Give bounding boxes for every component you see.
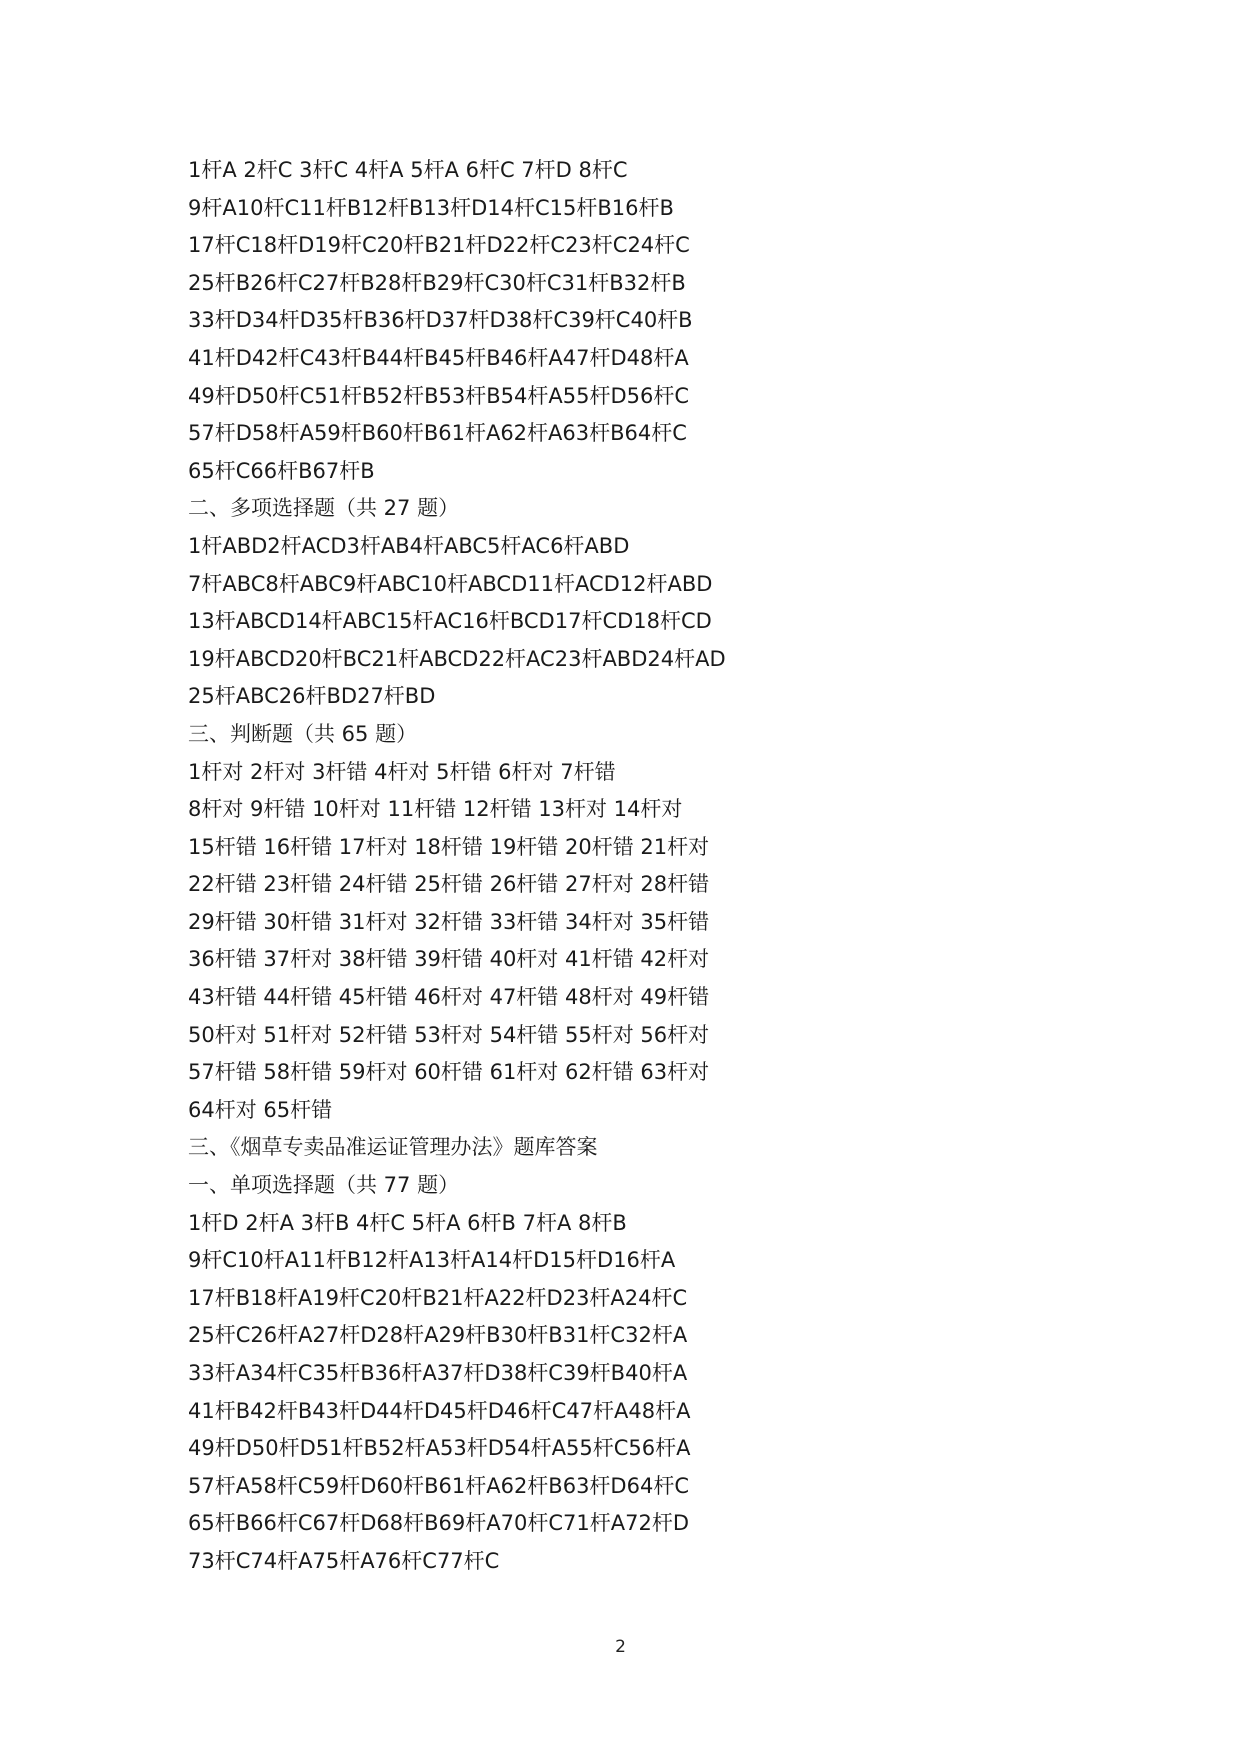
answer-line: 49杆D50杆D51杆B52杆A53杆D54杆A55杆C56杆A: [188, 1436, 691, 1461]
answer-line: 73杆C74杆A75杆A76杆C77杆C: [188, 1548, 500, 1573]
answer-line: 1杆ABD2杆ACD3杆AB4杆ABC5杆AC6杆ABD: [188, 533, 630, 558]
answer-line: 1杆对 2杆对 3杆错 4杆对 5杆错 6杆对 7杆错: [188, 759, 616, 784]
section-heading-permit-answers: 三、《烟草专卖品准运证管理办法》题库答案: [188, 1135, 598, 1160]
answer-line: 36杆错 37杆对 38杆错 39杆错 40杆对 41杆错 42杆对: [188, 947, 710, 972]
answer-line: 1杆A 2杆C 3杆C 4杆A 5杆A 6杆C 7杆D 8杆C: [188, 158, 628, 182]
answer-line: 57杆A58杆C59杆D60杆B61杆A62杆B63杆D64杆C: [188, 1473, 689, 1498]
answer-line: 65杆C66杆B67杆B: [188, 458, 375, 483]
section-heading-multiple-choice: 二、多项选择题（共 27 题）: [188, 496, 460, 521]
answer-line: 8杆对 9杆错 10杆对 11杆错 12杆错 13杆对 14杆对: [188, 797, 683, 822]
answer-line: 65杆B66杆C67杆D68杆B69杆A70杆C71杆A72杆D: [188, 1511, 689, 1536]
answer-line: 9杆C10杆A11杆B12杆A13杆A14杆D15杆D16杆A: [188, 1248, 676, 1273]
answer-line: 25杆ABC26杆BD27杆BD: [188, 684, 436, 709]
answer-line: 17杆C18杆D19杆C20杆B21杆D22杆C23杆C24杆C: [188, 233, 690, 258]
answer-line: 1杆D 2杆A 3杆B 4杆C 5杆A 6杆B 7杆A 8杆B: [188, 1210, 627, 1235]
answer-line: 43杆错 44杆错 45杆错 46杆对 47杆错 48杆对 49杆错: [188, 985, 710, 1010]
answer-line: 57杆D58杆A59杆B60杆B61杆A62杆A63杆B64杆C: [188, 421, 687, 446]
answer-line: 25杆C26杆A27杆D28杆A29杆B30杆B31杆C32杆A: [188, 1323, 688, 1348]
answer-line: 64杆对 65杆错: [188, 1097, 333, 1122]
answer-line: 9杆A10杆C11杆B12杆B13杆D14杆C15杆B16杆B: [188, 195, 674, 220]
answer-line: 25杆B26杆C27杆B28杆B29杆C30杆C31杆B32杆B: [188, 270, 686, 295]
answer-line: 29杆错 30杆错 31杆对 32杆错 33杆错 34杆对 35杆错: [188, 909, 710, 934]
answer-key-body: [188, 152, 1088, 1581]
answer-line: 22杆错 23杆错 24杆错 25杆错 26杆错 27杆对 28杆错: [188, 872, 710, 897]
section-heading-single-choice: 一、单项选择题（共 77 题）: [188, 1173, 460, 1198]
answer-line: 33杆A34杆C35杆B36杆A37杆D38杆C39杆B40杆A: [188, 1361, 688, 1385]
answer-line: 7杆ABC8杆ABC9杆ABC10杆ABCD11杆ACD12杆ABD: [188, 571, 713, 596]
answer-line: 33杆D34杆D35杆B36杆D37杆D38杆C39杆C40杆B: [188, 308, 693, 333]
answer-line: 17杆B18杆A19杆C20杆B21杆A22杆D23杆A24杆C: [188, 1285, 688, 1310]
answer-line: 15杆错 16杆错 17杆对 18杆错 19杆错 20杆错 21杆对: [188, 834, 710, 859]
answer-line: 13杆ABCD14杆ABC15杆AC16杆BCD17杆CD18杆CD: [188, 609, 712, 634]
answer-line: 50杆对 51杆对 52杆错 53杆对 54杆错 55杆对 56杆对: [188, 1022, 710, 1047]
answer-line: 19杆ABCD20杆BC21杆ABCD22杆AC23杆ABD24杆AD: [188, 646, 726, 671]
answer-line: 49杆D50杆C51杆B52杆B53杆B54杆A55杆D56杆C: [188, 383, 690, 408]
answer-line: 41杆D42杆C43杆B44杆B45杆B46杆A47杆D48杆A: [188, 345, 689, 370]
answer-line: 41杆B42杆B43杆D44杆D45杆D46杆C47杆A48杆A: [188, 1398, 691, 1423]
answer-line: 57杆错 58杆错 59杆对 60杆错 61杆对 62杆错 63杆对: [188, 1060, 710, 1085]
page-number: 2: [615, 1637, 626, 1657]
section-heading-true-false: 三、判断题（共 65 题）: [188, 721, 418, 746]
